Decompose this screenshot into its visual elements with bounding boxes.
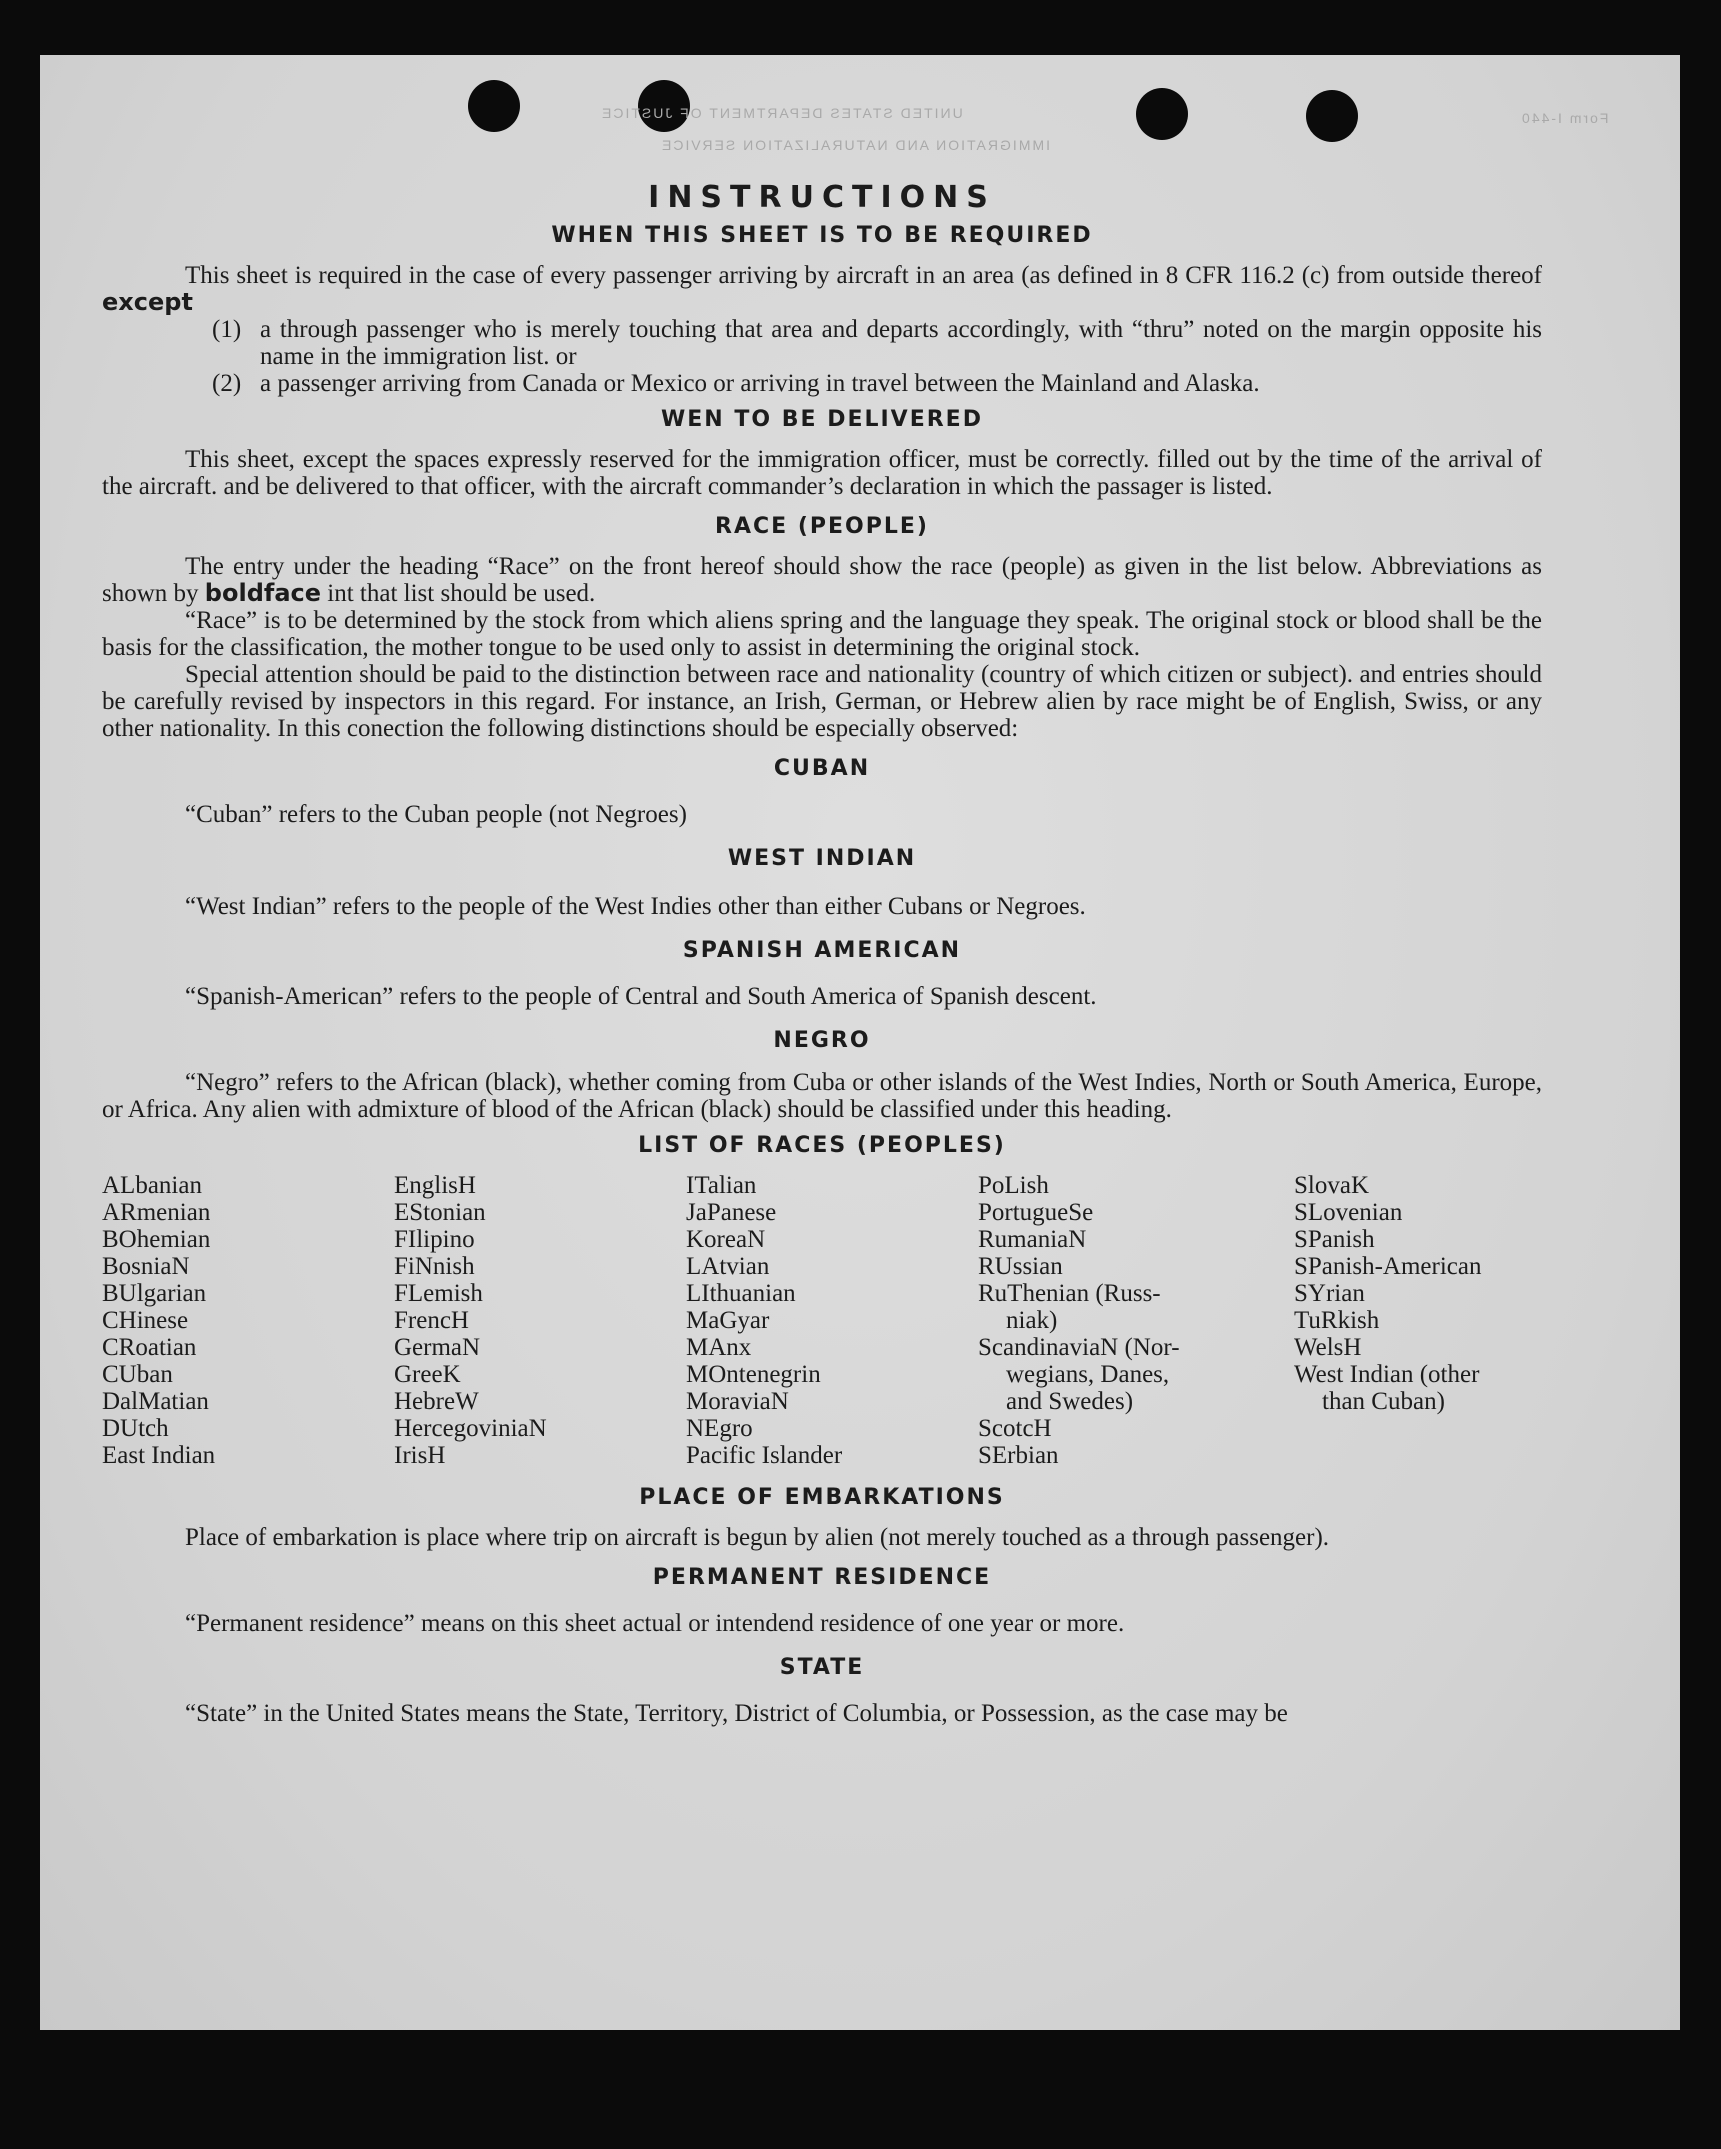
race-entry: FrencH [394,1307,469,1334]
race-entry: TuRkish [1294,1307,1380,1334]
race-entry: ALbanian [102,1172,202,1199]
heading-cuban: CUBAN [773,756,871,781]
race-entry: SLovenian [1294,1199,1403,1226]
race-entry: East Indian [102,1442,216,1469]
punch-hole [468,80,520,132]
paragraph-state: “State” in the United States means the State, Territory, District of Columbia, or Possession, as the case may be [185,1700,1288,1727]
race-entry: SlovaK [1294,1172,1369,1199]
paragraph-delivered: This sheet, except the spaces expressly reserved for the immigration officer, must be correctly. filled out by the time of the arrival of the aircraft. and be delivered to that officer, with the aircraft commander’s declaration in which the passager is listed. [102,446,1542,500]
paragraph-residence: “Permanent residence” means on this sheet actual or intendend residence of one year or more. [185,1610,1125,1637]
race-column [686,1172,978,1469]
heading-west-indian: WEST INDIAN [727,846,917,871]
punch-hole [1306,90,1358,142]
race-entry: CHinese [102,1307,189,1334]
race-entry: BosniaN [102,1253,190,1280]
race-entry: ScandinaviaN (Nor- [978,1334,1180,1361]
race-entry: JaPanese [686,1199,777,1226]
heading-spanish-american: SPANISH AMERICAN [682,938,962,963]
race-entry: SPanish-American [1294,1253,1482,1280]
race-entry: RUssian [978,1253,1063,1280]
race-p1-text-end: int that list should be used. [327,580,596,607]
heading-when-required: WHEN THIS SHEET IS TO BE REQUIRED [551,223,1093,248]
race-entry: SErbian [978,1442,1059,1469]
race-entry: DUtch [102,1415,169,1442]
race-entry: HercegoviniaN [394,1415,547,1442]
race-entry: ITalian [686,1172,757,1199]
item-number: (2) [212,370,242,397]
race-column [102,1172,394,1469]
item-text: a through passenger who is merely touching that area and departs accordingly, with “thru” noted on the margin opposite his name in the immigration list. or [260,316,1542,370]
race-entry: Pacific Islander [686,1442,843,1469]
paragraph-race-3: Special attention should be paid to the distinction between race and nationality (country of which citizen or subject). and entries should be carefully revised by inspectors in this regard. For instance, an Irish, German, or Hebrew alien by race might be of English, Swiss, or any other nationality. In this conection the following distinctions should be especially observed: [102,661,1542,742]
race-p1-text: The entry under the heading “Race” on the front hereof should show the race (people) as given in the list below. Abbreviations as shown by [102,553,1542,607]
heading-list-of-races: LIST OF RACES (PEOPLES) [638,1133,1006,1158]
list-item [212,316,1542,370]
race-entry: ScotcH [978,1415,1052,1442]
heading-state: STATE [779,1655,865,1680]
race-entry: WelsH [1294,1334,1362,1361]
heading-when-delivered: WEN TO BE DELIVERED [661,407,983,432]
heading-race: RACE (PEOPLE) [715,514,929,539]
race-entry: BUlgarian [102,1280,207,1307]
race-entry: GreeK [394,1361,461,1388]
race-entry: and Swedes) [1006,1388,1134,1415]
paragraph-embarkation: Place of embarkation is place where trip on aircraft is begun by alien (not merely touched as a through passenger). [185,1524,1330,1551]
race-entry: than Cuban) [1322,1388,1445,1415]
race-entry: MOntenegrin [686,1361,821,1388]
paragraph-race-1 [102,553,1542,607]
instructions-body [102,180,1542,1741]
race-entry: EStonian [394,1199,486,1226]
race-entry: SPanish [1294,1226,1375,1253]
race-entry: MaGyar [686,1307,770,1334]
race-entry: FIlipino [394,1226,475,1253]
race-entry: DalMatian [102,1388,209,1415]
bleed-through-dept: UNITED STATES DEPARTMENT OF JUSTICE [600,105,963,121]
race-p1-bold: boldface [204,579,322,607]
race-entry: RuThenian (Russ- [978,1280,1161,1307]
race-entry: MAnx [686,1334,752,1361]
race-entry: PortugueSe [978,1199,1094,1226]
race-entry: HebreW [394,1388,479,1415]
item-number: (1) [212,316,242,343]
race-entry: CRoatian [102,1334,197,1361]
paragraph-race-2: “Race” is to be determined by the stock from which aliens spring and the language they speak. The original stock or blood shall be the basis for the classification, the mother tongue to be used only to assist in determining the original stock. [102,607,1542,661]
item-text: a passenger arriving from Canada or Mexico or arriving in travel between the Mainland and Alaska. [260,370,1260,397]
paragraph-negro: “Negro” refers to the African (black), whether coming from Cuba or other islands of the West Indies, North or South America, Europe, or Africa. Any alien with admixture of blood of the African (black) should be classified under this heading. [102,1069,1542,1123]
race-list [102,1172,1542,1469]
race-entry: ARmenian [102,1199,211,1226]
race-entry: LIthuanian [686,1280,796,1307]
race-entry: West Indian (other [1294,1361,1480,1388]
paragraph-spanish-american: “Spanish-American” refers to the people of Central and South America of Spanish descent. [185,983,1097,1010]
race-entry: KoreaN [686,1226,766,1253]
list-item [212,370,1542,397]
race-entry: GermaN [394,1334,481,1361]
race-entry: MoraviaN [686,1388,789,1415]
race-column [394,1172,686,1469]
race-entry: PoLish [978,1172,1049,1199]
race-entry: EnglisH [394,1172,476,1199]
race-entry: LAtvian [686,1253,770,1280]
race-entry: niak) [1006,1307,1058,1334]
heading-place-of-embarkation: PLACE OF EMBARKATIONS [639,1485,1005,1510]
race-column [978,1172,1294,1469]
required-intro: This sheet is required in the case of every passenger arriving by aircraft in an area (as defined in 8 CFR 116.2 (c) from outside thereof [185,262,1542,289]
race-entry: wegians, Danes, [1006,1361,1170,1388]
race-entry: CUban [102,1361,173,1388]
required-intro-bold: except [102,288,193,316]
heading-negro: NEGRO [773,1028,871,1053]
race-entry: BOhemian [102,1226,211,1253]
paragraph-west-indian: “West Indian” refers to the people of the West Indies other than either Cubans or Negroes. [185,893,1086,920]
race-entry: IrisH [394,1442,446,1469]
race-entry: FLemish [394,1280,483,1307]
race-entry: SYrian [1294,1280,1365,1307]
bleed-through-form-no: Form I-440 [1520,110,1609,126]
heading-permanent-residence: PERMANENT RESIDENCE [652,1565,992,1590]
page-title: INSTRUCTIONS [648,180,996,215]
paragraph-required [102,262,1542,316]
race-entry: RumaniaN [978,1226,1087,1253]
race-entry: FiNnish [394,1253,475,1280]
paragraph-cuban: “Cuban” refers to the Cuban people (not Negroes) [185,801,687,828]
race-entry: NEgro [686,1415,753,1442]
punch-hole [1136,88,1188,140]
race-column [1294,1172,1542,1469]
bleed-through-service: IMMIGRATION AND NATURALIZATION SERVICE [660,137,1050,153]
